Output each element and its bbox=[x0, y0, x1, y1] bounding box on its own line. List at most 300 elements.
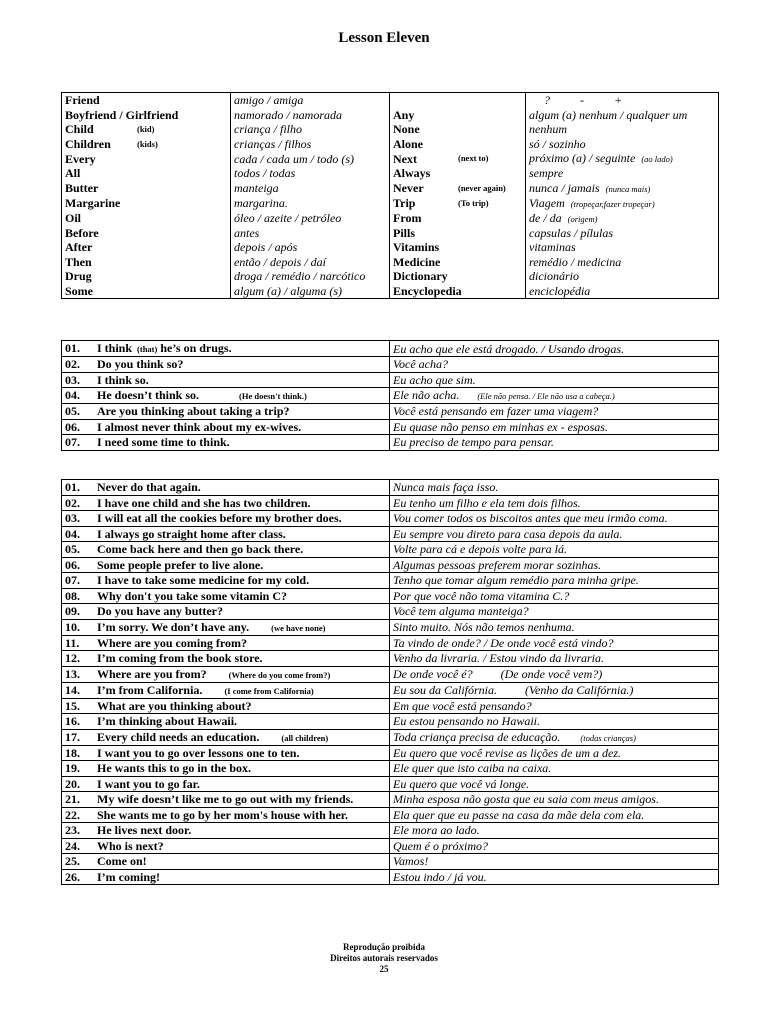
exercise-portuguese bbox=[390, 388, 719, 404]
exercise-sentence: What are you thinking about? bbox=[97, 698, 252, 713]
exercise-translation: Venho da livraria. / Estou vindo da livraria. bbox=[393, 651, 604, 666]
exercise-portuguese bbox=[390, 341, 719, 357]
exercise-translation: Vamos! bbox=[393, 854, 429, 869]
vocab-english bbox=[62, 108, 231, 123]
vocab-english-2-word: Vitamins bbox=[393, 240, 440, 255]
vocab-portuguese-2-word: enciclopédia bbox=[529, 283, 591, 298]
exercise-sentence: Some people prefer to live alone. bbox=[97, 557, 264, 572]
vocab-portuguese-2 bbox=[526, 122, 719, 137]
vocab-english-2-word: Dictionary bbox=[393, 269, 448, 284]
exercise-row bbox=[62, 357, 719, 373]
exercise-portuguese bbox=[390, 372, 719, 388]
exercise-english bbox=[62, 651, 390, 667]
exercise-row bbox=[62, 404, 719, 420]
exercise-english bbox=[62, 838, 390, 854]
exercise-translation-note: (De onde você vem?) bbox=[500, 667, 603, 681]
exercise-portuguese bbox=[390, 854, 719, 870]
exercise-number: 11. bbox=[65, 635, 80, 650]
exercise-english bbox=[62, 682, 390, 698]
exercise-row bbox=[62, 557, 719, 573]
exercise-note: (all children) bbox=[281, 732, 329, 743]
exercise-translation: Eu quero que você vá longe. bbox=[393, 776, 530, 791]
exercise-number: 15. bbox=[65, 698, 80, 713]
exercise-row bbox=[62, 372, 719, 388]
exercise-english bbox=[62, 714, 390, 730]
vocab-english-2 bbox=[390, 108, 526, 123]
vocab-english-word: Then bbox=[65, 254, 92, 269]
vocab-english-2 bbox=[390, 255, 526, 270]
exercise-number: 19. bbox=[65, 761, 80, 776]
vocab-english-word: Children bbox=[65, 136, 111, 151]
vocab-english-2-word: Alone bbox=[393, 136, 423, 151]
exercise-english bbox=[62, 495, 390, 511]
exercise-table-1 bbox=[61, 340, 719, 451]
exercise-translation: Nunca mais faça isso. bbox=[393, 480, 499, 495]
exercise-row bbox=[62, 619, 719, 635]
exercise-number: 05. bbox=[65, 404, 80, 419]
exercise-translation: Eu acho que ele está drogado. / Usando drogas. bbox=[393, 341, 625, 356]
vocab-portuguese: margarina. bbox=[231, 196, 390, 211]
vocab-english-2-note: (To trip) bbox=[458, 197, 489, 208]
exercise-english bbox=[62, 635, 390, 651]
exercise-number: 12. bbox=[65, 651, 80, 666]
exercise-row bbox=[62, 419, 719, 435]
exercise-sentence: I need some time to think. bbox=[97, 435, 230, 450]
vocab-english-2-word: None bbox=[393, 122, 420, 137]
vocab-portuguese-2-word: remédio / medicina bbox=[529, 254, 622, 269]
exercise-portuguese bbox=[390, 542, 719, 558]
vocab-portuguese-2-word: próximo (a) / seguinte bbox=[529, 151, 636, 165]
exercise-translation: Quem é o próximo? bbox=[393, 838, 488, 853]
exercise-english bbox=[62, 792, 390, 808]
exercise-number: 02. bbox=[65, 495, 80, 510]
vocab-row bbox=[62, 137, 719, 152]
exercise-number: 04. bbox=[65, 388, 80, 402]
exercise-translation: Você tem alguma manteiga? bbox=[393, 604, 529, 619]
vocab-english bbox=[62, 151, 231, 166]
exercise-translation: Ela quer que eu passe na casa da mãe dela com ela. bbox=[393, 807, 645, 822]
exercise-row bbox=[62, 480, 719, 496]
vocab-english bbox=[62, 196, 231, 211]
exercise-row bbox=[62, 729, 719, 745]
exercise-number: 13. bbox=[65, 666, 80, 681]
exercise-english bbox=[62, 357, 390, 373]
exercise-sentence: I have one child and she has two children. bbox=[97, 495, 311, 510]
exercise-number: 03. bbox=[65, 372, 80, 387]
vocab-english-word: After bbox=[65, 240, 93, 255]
exercise-sentence-end: he’s on drugs. bbox=[157, 341, 232, 355]
vocab-row bbox=[62, 211, 719, 226]
exercise-english bbox=[62, 419, 390, 435]
exercise-portuguese bbox=[390, 869, 719, 885]
exercise-table-2 bbox=[61, 479, 719, 885]
exercise-sentence: I have to take some medicine for my cold. bbox=[97, 573, 310, 588]
exercise-row bbox=[62, 761, 719, 777]
vocab-row bbox=[62, 240, 719, 255]
vocab-portuguese-2-note: (origem) bbox=[567, 213, 598, 224]
vocab-row bbox=[62, 108, 719, 123]
vocab-english bbox=[62, 226, 231, 241]
exercise-english bbox=[62, 807, 390, 823]
exercise-sentence: I think bbox=[97, 341, 136, 355]
exercise-portuguese bbox=[390, 761, 719, 777]
exercise-row bbox=[62, 341, 719, 357]
exercise-portuguese bbox=[390, 666, 719, 682]
exercise-portuguese bbox=[390, 823, 719, 839]
vocab-english-2 bbox=[390, 166, 526, 181]
exercise-english bbox=[62, 745, 390, 761]
vocab-english-2 bbox=[390, 240, 526, 255]
exercise-translation: Você está pensando em fazer uma viagem? bbox=[393, 404, 599, 419]
vocab-portuguese-2 bbox=[526, 181, 719, 196]
exercise-note: (Where do you come from?) bbox=[228, 669, 331, 680]
vocab-portuguese: antes bbox=[231, 226, 390, 241]
exercise-english bbox=[62, 435, 390, 451]
exercise-row bbox=[62, 388, 719, 404]
exercise-portuguese bbox=[390, 480, 719, 496]
exercise-portuguese bbox=[390, 792, 719, 808]
vocab-portuguese: droga / remédio / narcótico bbox=[231, 269, 390, 284]
vocab-row bbox=[62, 151, 719, 166]
vocab-portuguese-2-word: sempre bbox=[529, 166, 564, 181]
exercise-english bbox=[62, 619, 390, 635]
exercise-translation: Volte para cá e depois volte para lá. bbox=[393, 542, 567, 557]
vocab-english-2 bbox=[390, 269, 526, 284]
exercise-row bbox=[62, 435, 719, 451]
exercise-number: 22. bbox=[65, 807, 80, 822]
exercise-portuguese bbox=[390, 698, 719, 714]
vocab-row bbox=[62, 269, 719, 284]
vocab-english-2-word: From bbox=[393, 211, 422, 225]
exercise-english bbox=[62, 526, 390, 542]
exercise-number: 24. bbox=[65, 838, 80, 853]
vocab-english-word: Some bbox=[65, 283, 93, 298]
exercise-translation-note: (todas crianças) bbox=[580, 732, 636, 743]
exercise-translation: Vou comer todos os biscoitos antes que meu irmão coma. bbox=[393, 511, 668, 526]
vocab-portuguese: então / depois / daí bbox=[231, 255, 390, 270]
exercise-portuguese bbox=[390, 511, 719, 527]
vocab-header-blank bbox=[390, 93, 526, 108]
vocab-english-2-note: (next to) bbox=[458, 153, 489, 163]
exercise-row bbox=[62, 542, 719, 558]
vocab-english bbox=[62, 181, 231, 196]
exercise-sentence: I’m coming from the book store. bbox=[97, 651, 263, 666]
exercise-row bbox=[62, 526, 719, 542]
vocab-portuguese-2-word: Viagem bbox=[529, 195, 565, 210]
exercise-english bbox=[62, 573, 390, 589]
exercise-translation: Você acha? bbox=[393, 357, 448, 372]
vocab-english bbox=[62, 255, 231, 270]
exercise-translation: Algumas pessoas preferem morar sozinhas. bbox=[393, 557, 602, 572]
vocab-portuguese: algum (a) / alguma (s) bbox=[231, 284, 390, 299]
exercise-number: 07. bbox=[65, 573, 80, 588]
vocab-portuguese-2-word: de / da bbox=[529, 210, 562, 225]
exercise-number: 14. bbox=[65, 682, 80, 697]
exercise-row bbox=[62, 698, 719, 714]
exercise-sentence: He lives next door. bbox=[97, 823, 192, 838]
exercise-translation: Eu preciso de tempo para pensar. bbox=[393, 435, 554, 450]
exercise-row bbox=[62, 495, 719, 511]
vocab-header-symbols: ? - + bbox=[526, 93, 719, 108]
vocab-portuguese-2-word: nunca / jamais bbox=[529, 180, 600, 195]
footer-copyright: Reprodução proibida bbox=[343, 942, 425, 952]
exercise-number: 02. bbox=[65, 357, 80, 372]
vocab-row bbox=[62, 181, 719, 196]
vocab-portuguese-2 bbox=[526, 196, 719, 211]
exercise-number: 23. bbox=[65, 823, 80, 838]
vocab-english-2-word: Medicine bbox=[393, 254, 441, 269]
exercise-english bbox=[62, 604, 390, 620]
exercise-translation: Eu tenho um filho e ela tem dois filhos. bbox=[393, 495, 581, 510]
exercise-number: 01. bbox=[65, 480, 80, 495]
vocab-portuguese: crianças / filhos bbox=[231, 137, 390, 152]
exercise-sentence: He doesn’t think so. bbox=[97, 388, 200, 402]
exercise-row bbox=[62, 588, 719, 604]
exercise-translation: Ele não acha. bbox=[393, 388, 460, 402]
exercise-number: 07. bbox=[65, 435, 80, 450]
exercise-number: 20. bbox=[65, 776, 80, 791]
vocab-english-word: Margarine bbox=[65, 196, 121, 210]
exercise-sentence: I always go straight home after class. bbox=[97, 526, 286, 541]
vocab-english-2-word: Always bbox=[393, 166, 431, 181]
exercise-portuguese bbox=[390, 682, 719, 698]
vocab-english-2 bbox=[390, 226, 526, 241]
exercise-sentence: I think so. bbox=[97, 372, 149, 387]
vocab-portuguese: todos / todas bbox=[231, 166, 390, 181]
exercise-portuguese bbox=[390, 557, 719, 573]
vocab-portuguese-2 bbox=[526, 255, 719, 270]
page-title: Lesson Eleven bbox=[338, 30, 430, 46]
exercise-translation: Eu quase não penso em minhas ex - esposas. bbox=[393, 419, 608, 434]
vocab-english-2 bbox=[390, 181, 526, 196]
vocab-english-word: Oil bbox=[65, 211, 82, 225]
exercise-row bbox=[62, 635, 719, 651]
vocab-portuguese-2-note: (tropeçar,fazer tropeçar) bbox=[570, 198, 655, 209]
exercise-sentence: Do you think so? bbox=[97, 357, 184, 372]
exercise-row bbox=[62, 666, 719, 682]
exercise-row bbox=[62, 854, 719, 870]
vocab-english-2-word: Next bbox=[393, 151, 417, 166]
exercise-portuguese bbox=[390, 619, 719, 635]
vocab-english-word: Butter bbox=[65, 181, 99, 195]
exercise-english bbox=[62, 823, 390, 839]
vocab-header-en: Friend bbox=[62, 93, 231, 108]
vocab-row bbox=[62, 284, 719, 299]
exercise-row bbox=[62, 807, 719, 823]
exercise-row bbox=[62, 651, 719, 667]
exercise-note: (we have none) bbox=[271, 622, 326, 633]
exercise-english bbox=[62, 341, 390, 357]
vocab-portuguese-2 bbox=[526, 211, 719, 226]
exercise-english bbox=[62, 588, 390, 604]
vocab-portuguese-2 bbox=[526, 166, 719, 181]
exercise-note: (I come from California) bbox=[224, 685, 314, 696]
exercise-english bbox=[62, 404, 390, 420]
exercise-portuguese bbox=[390, 838, 719, 854]
exercise-portuguese bbox=[390, 419, 719, 435]
exercise-sentence: I want you to go far. bbox=[97, 776, 200, 791]
exercise-translation: Eu sou da Califórnia. bbox=[393, 683, 498, 697]
exercise-english bbox=[62, 372, 390, 388]
exercise-portuguese bbox=[390, 807, 719, 823]
vocab-english bbox=[62, 166, 231, 181]
vocab-english-word: Drug bbox=[65, 269, 92, 284]
exercise-english bbox=[62, 480, 390, 496]
vocab-english bbox=[62, 122, 231, 137]
exercise-sentence: My wife doesn’t like me to go out with my friends. bbox=[97, 792, 354, 807]
exercise-english bbox=[62, 869, 390, 885]
exercise-translation: Ele quer que isto caiba na caixa. bbox=[393, 761, 552, 776]
exercise-english bbox=[62, 776, 390, 792]
exercise-portuguese bbox=[390, 573, 719, 589]
vocab-portuguese-2-word: capsulas / pílulas bbox=[529, 225, 614, 240]
exercise-sentence: Come back here and then go back there. bbox=[97, 542, 304, 557]
vocab-row bbox=[62, 255, 719, 270]
exercise-number: 09. bbox=[65, 604, 80, 619]
exercise-sentence: Never do that again. bbox=[97, 480, 201, 495]
exercise-english bbox=[62, 511, 390, 527]
vocab-portuguese: depois / após bbox=[231, 240, 390, 255]
exercise-sentence: I want you to go over lessons one to ten. bbox=[97, 745, 300, 760]
exercise-portuguese bbox=[390, 404, 719, 420]
exercise-portuguese bbox=[390, 435, 719, 451]
exercise-row bbox=[62, 838, 719, 854]
vocab-portuguese-2-word: algum (a) nenhum / qualquer um bbox=[529, 107, 688, 122]
exercise-portuguese bbox=[390, 776, 719, 792]
exercise-sentence: Are you thinking about taking a trip? bbox=[97, 404, 290, 419]
exercise-number: 03. bbox=[65, 511, 80, 526]
exercise-portuguese bbox=[390, 588, 719, 604]
exercise-translation: Sinto muito. Nós não temos nenhuma. bbox=[393, 620, 575, 634]
exercise-sentence: I almost never think about my ex-wives. bbox=[97, 419, 302, 434]
exercise-translation: Por que você não toma vitamina C.? bbox=[393, 588, 570, 603]
vocab-portuguese-2 bbox=[526, 226, 719, 241]
vocab-portuguese: manteiga bbox=[231, 181, 390, 196]
exercise-number: 01. bbox=[65, 341, 80, 355]
vocab-english-2-word: Never bbox=[393, 181, 424, 195]
exercise-number: 04. bbox=[65, 526, 80, 541]
vocab-portuguese-2 bbox=[526, 284, 719, 299]
exercise-sentence: Come on! bbox=[97, 854, 147, 869]
exercise-translation: Toda criança precisa de educação. bbox=[393, 729, 561, 744]
vocab-english-word: Every bbox=[65, 151, 96, 166]
exercise-number: 26. bbox=[65, 869, 80, 884]
exercise-translation: Minha esposa não gosta que eu saia com meus amigos. bbox=[393, 792, 659, 807]
vocab-english bbox=[62, 284, 231, 299]
vocab-english-2-word: Pills bbox=[393, 225, 416, 240]
exercise-translation: Eu acho que sim. bbox=[393, 372, 476, 387]
vocabulary-table bbox=[61, 92, 719, 299]
exercise-portuguese bbox=[390, 635, 719, 651]
vocab-portuguese-2 bbox=[526, 108, 719, 123]
exercise-small-note: (that) bbox=[137, 344, 158, 354]
exercise-row bbox=[62, 714, 719, 730]
exercise-english bbox=[62, 854, 390, 870]
vocab-portuguese: criança / filho bbox=[231, 122, 390, 137]
vocab-english bbox=[62, 269, 231, 284]
vocab-english-2 bbox=[390, 137, 526, 152]
exercise-sentence: Every child needs an education. bbox=[97, 729, 260, 744]
exercise-number: 10. bbox=[65, 619, 80, 634]
exercise-portuguese bbox=[390, 651, 719, 667]
vocab-portuguese-2-word: dicionário bbox=[529, 269, 579, 284]
vocab-english-2 bbox=[390, 122, 526, 137]
exercise-row bbox=[62, 604, 719, 620]
vocab-english-2 bbox=[390, 211, 526, 226]
exercise-row bbox=[62, 573, 719, 589]
vocab-portuguese-2-word: nenhum bbox=[529, 122, 567, 137]
exercise-sentence: Where are you coming from? bbox=[97, 635, 247, 650]
vocab-english bbox=[62, 211, 231, 226]
vocab-english bbox=[62, 137, 231, 152]
exercise-english bbox=[62, 542, 390, 558]
exercise-translation: Eu sempre vou direto para casa depois da aula. bbox=[393, 526, 623, 541]
exercise-row bbox=[62, 823, 719, 839]
vocab-header-pt: amigo / amiga bbox=[231, 93, 390, 108]
exercise-sentence: I’m sorry. We don’t have any. bbox=[97, 619, 250, 634]
exercise-number: 08. bbox=[65, 588, 80, 603]
vocab-header-row bbox=[62, 93, 719, 108]
exercise-number: 05. bbox=[65, 542, 80, 557]
vocab-english-word: All bbox=[65, 166, 81, 181]
exercise-sentence: I’m from California. bbox=[97, 682, 203, 697]
exercise-sentence: Do you have any butter? bbox=[97, 604, 224, 619]
exercise-number: 21. bbox=[65, 792, 80, 807]
vocab-portuguese-2-word: vitaminas bbox=[529, 240, 576, 255]
vocab-row bbox=[62, 226, 719, 241]
exercise-english bbox=[62, 557, 390, 573]
exercise-english bbox=[62, 388, 390, 404]
vocab-english bbox=[62, 240, 231, 255]
vocab-english-2-word: Any bbox=[393, 107, 415, 122]
vocab-portuguese-2-word: só / sozinho bbox=[529, 136, 586, 151]
vocab-portuguese-2 bbox=[526, 137, 719, 152]
exercise-sentence: He wants this to go in the box. bbox=[97, 761, 252, 776]
exercise-english bbox=[62, 698, 390, 714]
exercise-number: 17. bbox=[65, 729, 80, 744]
vocab-english-note: (kids) bbox=[137, 138, 158, 149]
exercise-english bbox=[62, 761, 390, 777]
exercise-portuguese bbox=[390, 357, 719, 373]
footer-rights: Direitos autorais reservados bbox=[330, 953, 438, 963]
vocab-english-2 bbox=[390, 151, 526, 166]
exercise-note: (He doesn't think.) bbox=[239, 391, 307, 401]
exercise-sentence: I’m thinking about Hawaii. bbox=[97, 714, 238, 729]
exercise-english bbox=[62, 729, 390, 745]
exercise-translation: Tenho que tomar algum remédio para minha gripe. bbox=[393, 573, 639, 588]
vocab-row bbox=[62, 122, 719, 137]
exercise-sentence: She wants me to go by her mom's house with her. bbox=[97, 807, 349, 822]
exercise-translation: Ele mora ao lado. bbox=[393, 823, 480, 838]
exercise-sentence: I will eat all the cookies before my brother does. bbox=[97, 511, 342, 526]
exercise-translation: De onde você é? bbox=[393, 667, 473, 681]
exercise-portuguese bbox=[390, 604, 719, 620]
vocab-english-word: Boyfriend / Girlfriend bbox=[65, 107, 179, 122]
exercise-portuguese bbox=[390, 729, 719, 745]
vocab-portuguese-2 bbox=[526, 269, 719, 284]
vocab-english-note: (kid) bbox=[137, 124, 155, 134]
vocab-portuguese: cada / cada um / todo (s) bbox=[231, 151, 390, 166]
vocab-row bbox=[62, 166, 719, 181]
exercise-sentence: Who is next? bbox=[97, 838, 164, 853]
exercise-number: 18. bbox=[65, 745, 80, 760]
vocab-portuguese-2-note: (ao lado) bbox=[641, 154, 673, 164]
exercise-row bbox=[62, 511, 719, 527]
exercise-translation: Ta vindo de onde? / De onde você está vindo? bbox=[393, 635, 614, 650]
vocab-english-word: Child bbox=[65, 122, 94, 137]
exercise-row bbox=[62, 682, 719, 698]
vocab-english-2-word: Encyclopedia bbox=[393, 283, 462, 298]
